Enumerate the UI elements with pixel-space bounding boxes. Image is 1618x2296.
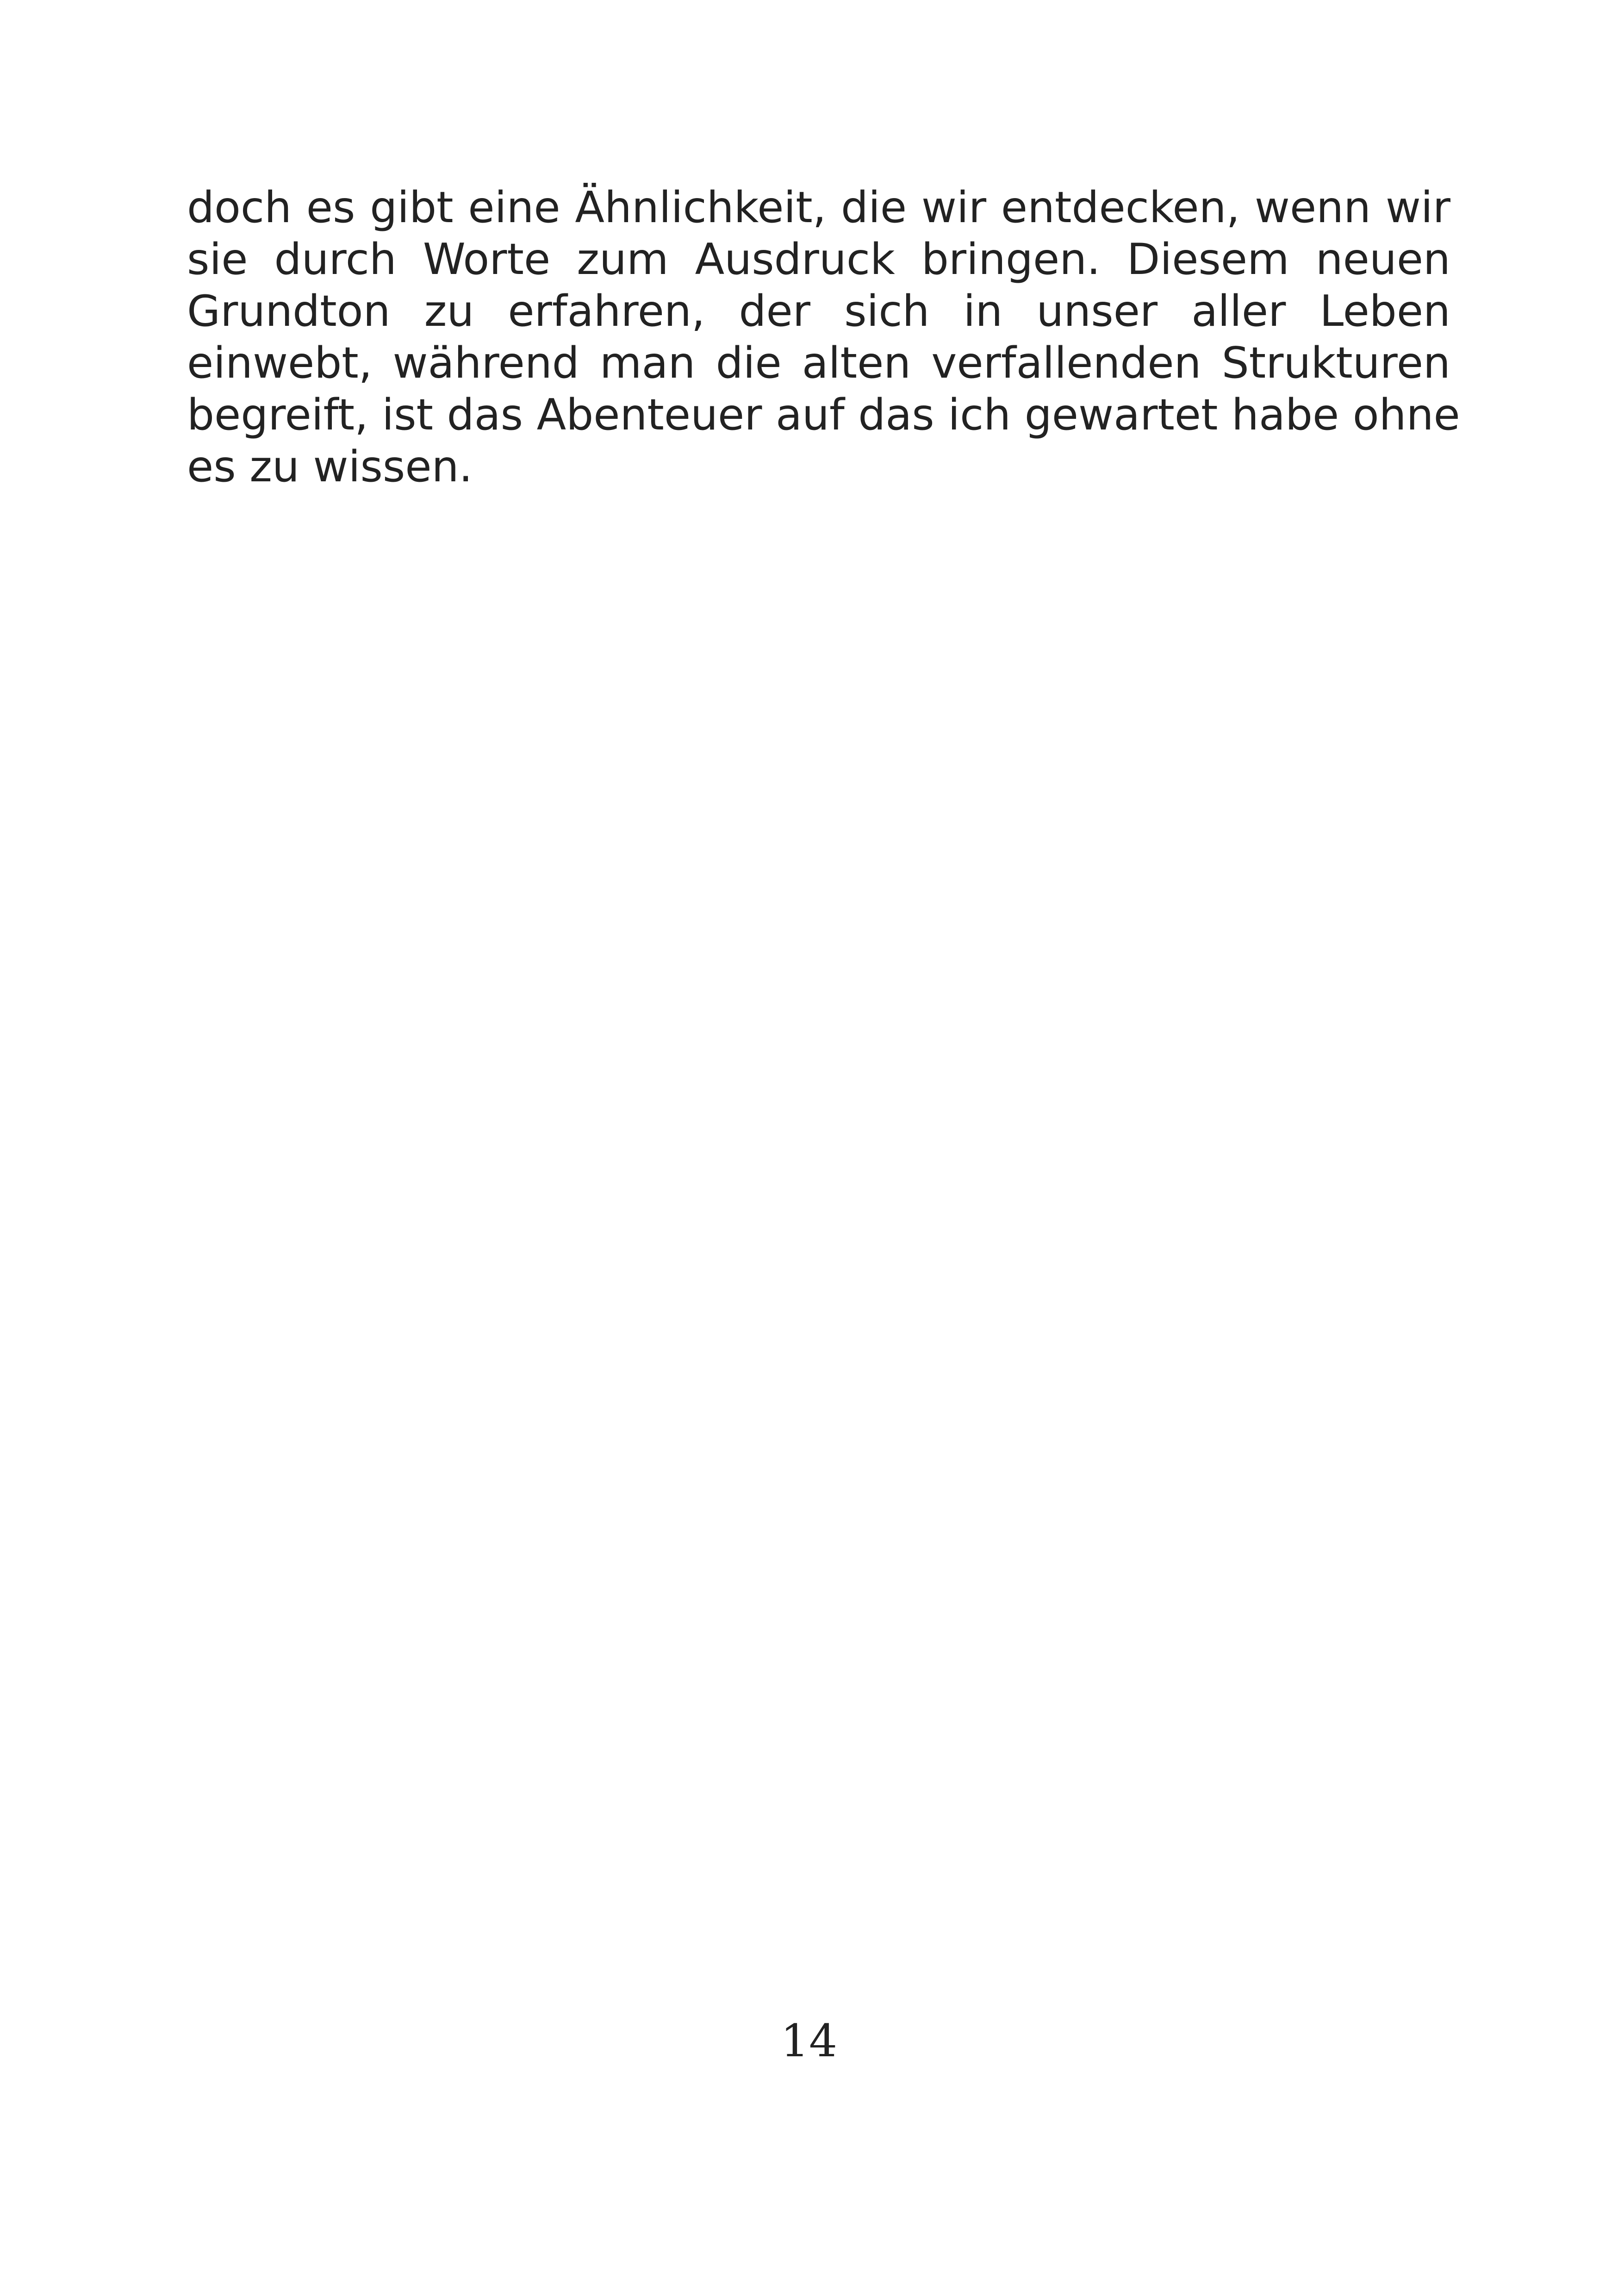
body-paragraph (187, 181, 1460, 492)
page-number: 14 (780, 2015, 838, 2067)
paragraph-line-5: begreift, ist das Abenteuer auf das ich gewartet habe ohne (187, 390, 1460, 440)
paragraph-line-4: einwebt, während man die alten verfallenden Strukturen (187, 338, 1450, 388)
paragraph-line-1: doch es gibt eine Ähnlichkeit, die wir entdecken, wenn wir (187, 182, 1450, 232)
paragraph-line-3: Grundton zu erfahren, der sich in unser aller Leben (187, 286, 1450, 336)
paragraph-line-2: sie durch Worte zum Ausdruck bringen. Diesem neuen (187, 234, 1450, 284)
paragraph-line-6: es zu wissen. (187, 442, 473, 492)
